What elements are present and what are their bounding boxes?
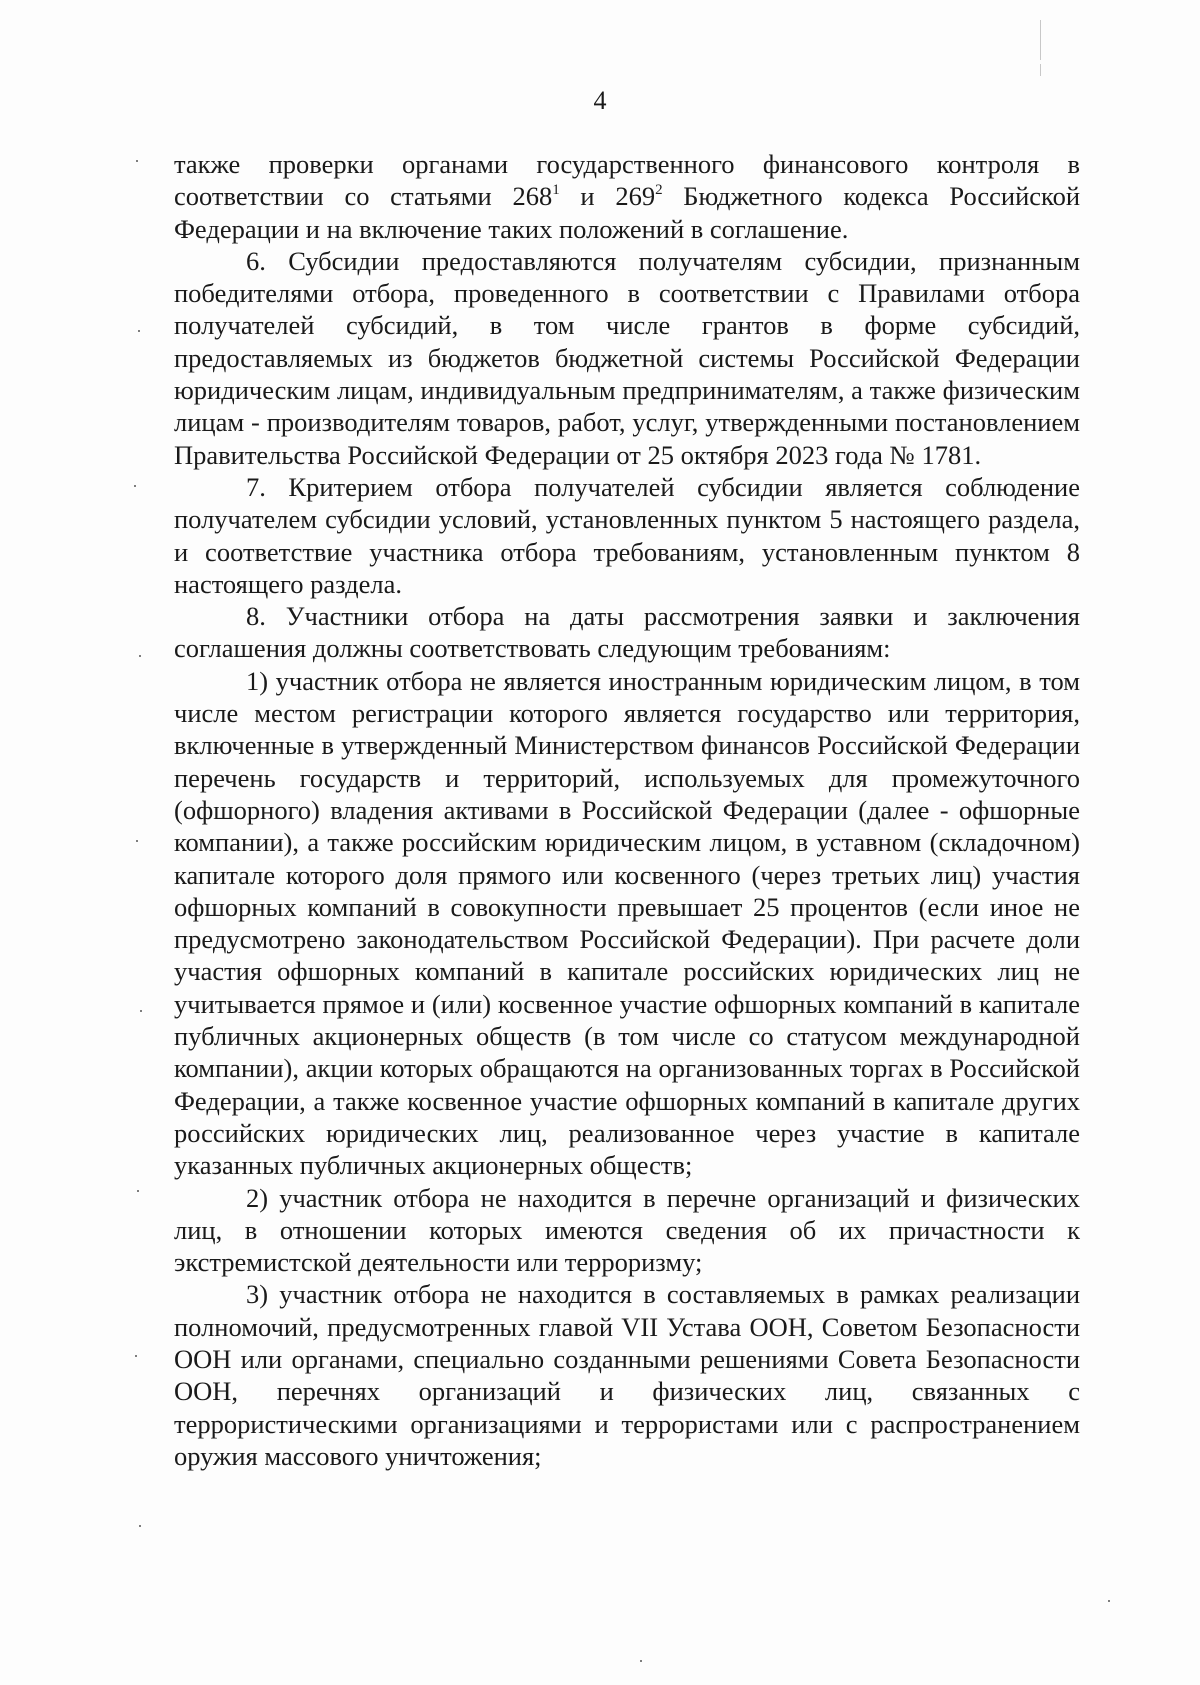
- paragraph-6: 6. Субсидии предоставляются получателям субсидии, признанным победителями отбора, проведенного в соответствии с Правилами отбора получателей субсидий, в том числе грантов в форме субсидий, предоставляемых из бюджетов бюджетной системы Российской Федерации юридическим лицам, индивидуальным предпринимателям, а также физическим лицам - производителям товаров, работ, услуг, утвержденными постановлением Правительства Российской Федерации от 25 октября 2023 года № 1781.: [174, 245, 1080, 470]
- document-body: [174, 148, 1080, 1472]
- scan-edge-mark: [1040, 20, 1041, 60]
- paragraph-8-item-2: 2) участник отбора не находится в перечне организаций и физических лиц, в отношении которых имеются сведения об их причастности к экстремистской деятельности или терроризму;: [174, 1182, 1080, 1278]
- text-run: также проверки органами государственного финансового контроля в соответствии со статьями 268: [174, 149, 1080, 212]
- scan-speck: [1108, 1600, 1110, 1602]
- scan-edge-mark: [1040, 64, 1041, 76]
- superscript: 1: [552, 182, 560, 199]
- scan-speck: [137, 1190, 139, 1192]
- scan-speck: [136, 840, 138, 842]
- paragraph-8: 8. Участники отбора на даты рассмотрения заявки и заключения соглашения должны соответствовать следующим требованиям:: [174, 601, 1080, 664]
- paragraph-8-item-1: 1) участник отбора не является иностранным юридическим лицом, в том числе местом регистрации которого является государство или территория, включенные в утвержденный Министерством финансов Российской Федерации перечень государств и территорий, используемых для промежуточного (офшорного) владения активами в Российской Федерации (далее - офшорные компании), а также российским юридическим лицом, в уставном (складочном) капитале которого доля прямого или косвенного (через третьих лиц) участия офшорных компаний в совокупности превышает 25 процентов (если иное не предусмотрено законодательством Российской Федерации). При расчете доли участия офшорных компаний в капитале российских юридических лиц не учитывается прямое и (или) косвенное участие офшорных компаний в капитале публичных акционерных обществ (в том числе со статусом международной компании), акции которых обращаются на организованных торгах в Российской Федерации, а также косвенное участие офшорных компаний в капитале других российских юридических лиц, реализованное через участие в капитале указанных публичных акционерных обществ;: [174, 665, 1080, 1181]
- scan-speck: [139, 655, 141, 657]
- text-run: и 269: [559, 181, 656, 212]
- page-number: 4: [593, 86, 607, 115]
- scan-speck: [134, 485, 136, 487]
- scan-speck: [135, 1355, 137, 1357]
- scan-speck: [136, 160, 138, 162]
- paragraph-8-item-3: 3) участник отбора не находится в составляемых в рамках реализации полномочий, предусмотренных главой VII Устава ООН, Советом Безопасности ООН или органами, специально созданными решениями Совета Безопасности ООН, перечнях организаций и физических лиц, связанных с террористическими организациями и террористами или с распространением оружия массового уничтожения;: [174, 1279, 1080, 1471]
- scan-speck: [139, 1525, 141, 1527]
- superscript: 2: [655, 182, 663, 199]
- paragraph-continuation: [174, 148, 1080, 245]
- text-run: Бюджетного кодекса Российской Федерации и на включение таких положений в соглашение.: [174, 181, 1080, 244]
- scan-speck: [640, 1660, 642, 1662]
- scan-speck: [140, 1010, 142, 1012]
- paragraph-7: 7. Критерием отбора получателей субсидии является соблюдение получателем субсидии условий, установленных пунктом 5 настоящего раздела, и соответствие участника отбора требованиям, установленным пунктом 8 настоящего раздела.: [174, 471, 1080, 599]
- scan-speck: [138, 330, 140, 332]
